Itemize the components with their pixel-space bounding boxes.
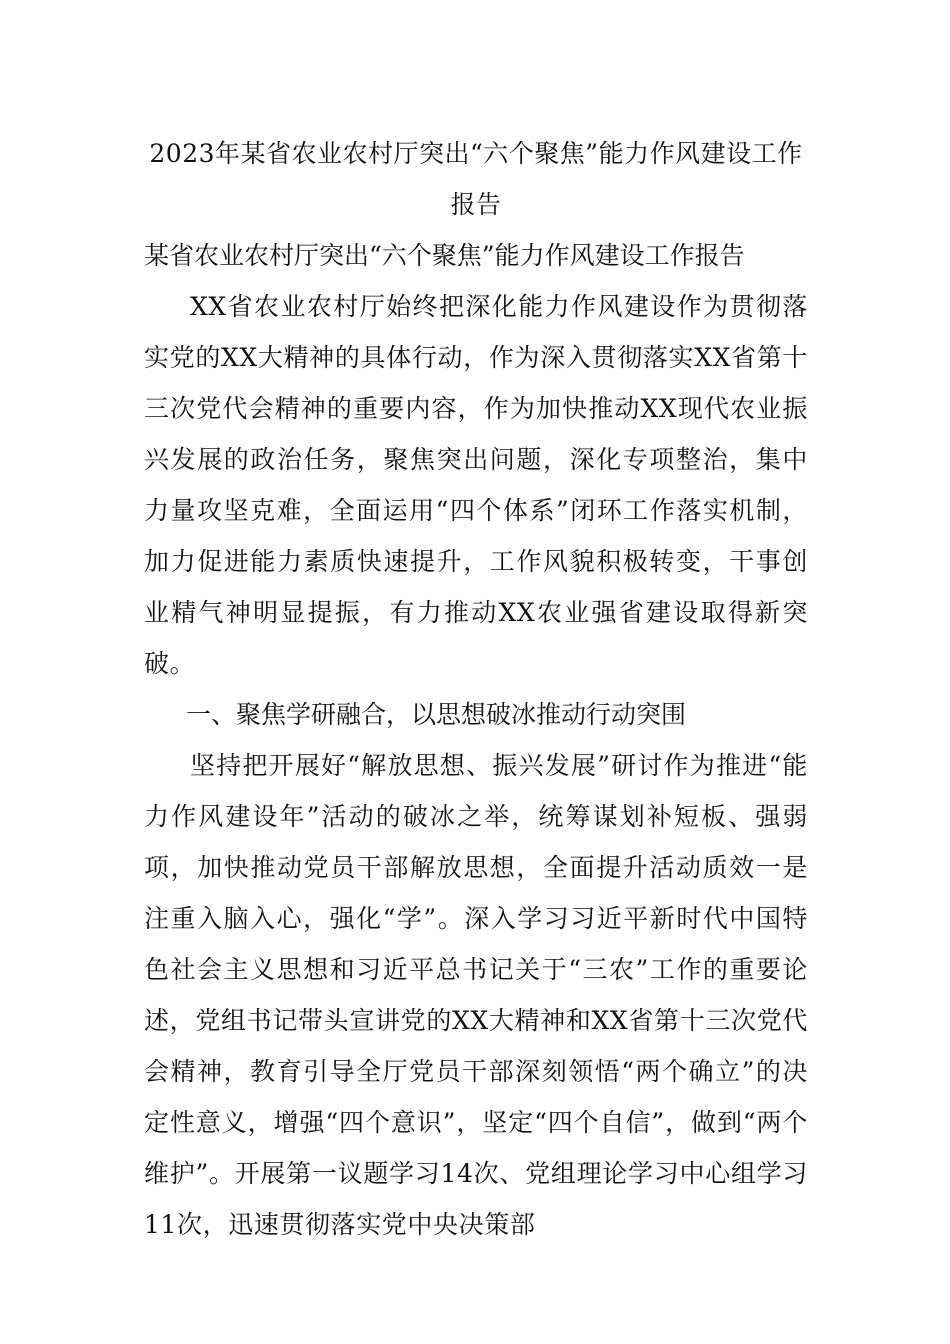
intro-paragraph: XX省农业农村厅始终把深化能力作风建设作为贯彻落实党的XX大精神的具体行动，作为深入贯彻落实XX省第十三次党代会精神的重要内容，作为加快推动XX现代农业振兴发展的政治任务，聚焦突出问题，深化专项整治，集中力量攻坚克难，全面运用“四个体系”闭环工作落实机制，加力促进能力素质快速提升，工作风貌积极转变，干事创业精气神明显提振，有力推动XX农业强省建设取得新突破。	[144, 292, 808, 678]
section-paragraph: 坚持把开展好“解放思想、振兴发展”研讨作为推进“能力作风建设年”活动的破冰之举，统筹谋划补短板、强弱项，加快推动党员干部解放思想，全面提升活动质效一是注重入脑入心，强化“学”。深入学习习近平新时代中国特色社会主义思想和习近平总书记关于“三农”工作的重要论述，党组书记带头宣讲党的XX大精神和XX省第十三次党代会精神，教育引导全厅党员干部深刻领悟“两个确立”的决定性意义，增强“四个意识”，坚定“四个自信”，做到“两个维护”。开展第一议题学习14次、党组理论学习中心组学习11次，迅速贯彻落实党中央决策部	[144, 751, 808, 1239]
section-heading: 一、聚焦学研融合，以思想破冰推动行动突围	[186, 700, 687, 729]
document-subtitle: 某省农业农村厅突出“六个聚焦”能力作风建设工作报告	[144, 241, 745, 270]
document-title: 2023年某省农业农村厅突出“六个聚焦”能力作风建设工作报告	[149, 139, 803, 219]
document-body	[144, 128, 808, 1250]
